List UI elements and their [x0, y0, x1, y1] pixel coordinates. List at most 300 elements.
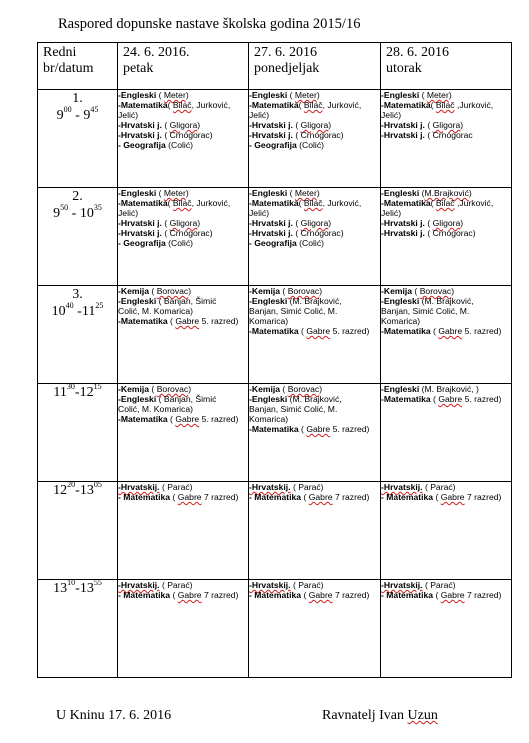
cell-text: (	[298, 326, 307, 336]
cell-text: ( Crnogorac)	[424, 228, 476, 238]
row-label	[38, 188, 118, 286]
time-to-hour: 13	[79, 581, 94, 596]
row-label	[38, 580, 118, 678]
cell-line	[249, 394, 380, 404]
schedule-cell	[249, 286, 381, 384]
subject-name: -Engleski	[381, 188, 420, 198]
teacher-name: Bilač	[172, 198, 192, 208]
cell-text: )	[319, 384, 323, 394]
cell-text: 5. razred)	[330, 424, 370, 434]
subject-name: -Engleski	[118, 394, 157, 404]
subject-name: -Matematika	[381, 100, 431, 110]
teacher-name: Bilač	[435, 100, 455, 110]
row-number: 3.	[72, 287, 83, 302]
cell-text: ( Crnogorac)	[161, 228, 213, 238]
cell-text: (	[167, 316, 176, 326]
cell-text: , Jurković,	[191, 100, 231, 110]
subject-name: -Hrvatski j.	[118, 120, 162, 130]
teacher-name: Gligora	[169, 120, 198, 130]
cell-text: Jelić)	[381, 208, 402, 218]
cell-text: (	[430, 198, 436, 208]
cell-line	[381, 580, 511, 590]
teacher-name: Bilač	[435, 198, 455, 208]
time-from-minute: 50	[60, 203, 69, 213]
subject-name: - Geografija	[249, 238, 297, 248]
cell-line	[249, 580, 380, 590]
cell-line	[118, 188, 248, 198]
teacher-name: Gabre	[438, 394, 463, 404]
row-label	[38, 384, 118, 482]
cell-text: ( Parać)	[159, 482, 193, 492]
subject-name: -Kemija	[118, 384, 150, 394]
subject-name: -Hrvatskij.	[249, 580, 291, 590]
row-label	[38, 286, 118, 384]
signature-surname: Uzun	[407, 708, 438, 723]
cell-line	[118, 120, 248, 130]
cell-line	[249, 198, 380, 208]
cell-text: )	[328, 218, 332, 228]
time-from-hour: 9	[56, 108, 64, 123]
cell-line	[118, 90, 248, 100]
time-to-hour: 13	[79, 483, 94, 498]
cell-text: )	[448, 90, 452, 100]
subject-name: -Hrvatskij.	[118, 482, 160, 492]
cell-text: )	[316, 188, 320, 198]
cell-text: ( Crnogorac)	[292, 228, 344, 238]
subject-name: - Matematika	[249, 492, 302, 502]
cell-text: (	[292, 218, 301, 228]
document-title: Raspored dopunske nastave školska godina 2015/16	[58, 16, 361, 32]
cell-text: (	[292, 120, 301, 130]
time-to-minute: 35	[93, 203, 102, 213]
row-time-range	[38, 482, 117, 499]
schedule-cell	[118, 188, 249, 286]
cell-text: (	[419, 90, 427, 100]
subject-name: -Matematika	[118, 414, 168, 424]
teacher-name: Meter	[163, 90, 186, 100]
row-time-range	[38, 107, 117, 124]
cell-line	[118, 306, 248, 316]
schedule-cell	[118, 580, 249, 678]
cell-line	[249, 120, 380, 130]
schedule-row	[38, 384, 512, 482]
cell-text: Jelić)	[249, 208, 270, 218]
cell-text: 7 razred)	[332, 590, 370, 600]
cell-line	[249, 110, 380, 120]
schedule-cell	[249, 90, 381, 188]
teacher-name: Gabre	[177, 590, 202, 600]
subject-name: -Hrvatski j.	[118, 218, 162, 228]
time-from-hour: 12	[53, 483, 68, 498]
cell-text: Colić, M. Komarica)	[118, 306, 193, 316]
header-day-1-weekday: petak	[123, 61, 154, 76]
time-from-hour: 13	[53, 581, 68, 596]
cell-line	[381, 296, 511, 306]
cell-text: )	[460, 120, 464, 130]
teacher-name: Gabre	[175, 414, 200, 424]
cell-line	[118, 384, 248, 394]
teacher-name: Gabre	[308, 492, 333, 502]
row-time-range	[38, 580, 117, 597]
cell-text: )	[185, 188, 189, 198]
cell-text: ( Parać)	[290, 482, 324, 492]
schedule-table	[37, 42, 512, 678]
cell-text: Komarica)	[249, 414, 289, 424]
teacher-name: Bilač	[172, 100, 192, 110]
subject-name: -Engleski	[381, 296, 420, 306]
cell-text: Jelić)	[118, 110, 139, 120]
subject-name: -Hrvatskij.	[118, 580, 160, 590]
cell-line	[381, 286, 511, 296]
cell-line	[249, 208, 380, 218]
cell-line	[381, 316, 511, 326]
subject-name: -Hrvatskij.	[381, 580, 423, 590]
header-day-2-date: 27. 6. 2016	[254, 45, 317, 60]
cell-text: ( Parać)	[159, 580, 193, 590]
teacher-name: Gabre	[175, 316, 200, 326]
cell-text: 7 razred)	[464, 492, 502, 502]
cell-line	[381, 198, 511, 208]
header-index-line-1: Redni	[43, 45, 77, 60]
teacher-name: Gabre	[308, 590, 333, 600]
teacher-name: Gabre	[438, 326, 463, 336]
cell-text: ( Crnogorac)	[292, 130, 344, 140]
time-to-hour: 12	[79, 385, 94, 400]
cell-text: ( Banjan, Šimić	[156, 394, 217, 404]
schedule-cell	[249, 482, 381, 580]
cell-text: (	[161, 120, 170, 130]
subject-name: -Kemija	[249, 286, 281, 296]
cell-line	[381, 384, 511, 394]
subject-name: -Engleski	[249, 296, 288, 306]
cell-text: ( Banjan, Šimić	[156, 296, 217, 306]
cell-text: Banjan, Simić Colić, M.	[249, 306, 338, 316]
subject-name: -Hrvatski j.	[249, 228, 293, 238]
cell-text: (M. Brajković,	[419, 296, 474, 306]
cell-line	[118, 296, 248, 306]
time-separator: -	[75, 581, 80, 596]
cell-line	[249, 238, 380, 248]
cell-text: Banjan, Simić Colić, M.	[249, 404, 338, 414]
time-to-hour: 10	[79, 206, 94, 221]
time-separator: -	[74, 385, 80, 400]
teacher-name: Gabre	[177, 492, 202, 502]
time-from-minute: 40	[65, 301, 74, 311]
subject-name: -Engleski	[118, 90, 157, 100]
cell-line	[249, 326, 380, 336]
cell-text: , Jurković,	[322, 100, 362, 110]
cell-text: ,Jurković,	[454, 198, 494, 208]
subject-name: -Hrvatski j.	[249, 218, 293, 228]
cell-text: (	[433, 590, 441, 600]
teacher-name: Gabre	[440, 590, 465, 600]
cell-line	[249, 482, 380, 492]
cell-line	[118, 414, 248, 424]
cell-line	[118, 110, 248, 120]
cell-text: (	[167, 414, 176, 424]
cell-text: (	[301, 492, 309, 502]
cell-text: (Colić)	[296, 238, 324, 248]
subject-name: -Matematika	[249, 198, 299, 208]
cell-line	[118, 228, 248, 238]
cell-text: )	[328, 120, 332, 130]
cell-line	[118, 316, 248, 326]
cell-line	[249, 424, 380, 434]
cell-line	[381, 90, 511, 100]
schedule-cell	[249, 384, 381, 482]
cell-line	[118, 404, 248, 414]
cell-text: (	[287, 188, 295, 198]
time-separator: -	[71, 108, 84, 123]
cell-text: (	[412, 286, 420, 296]
teacher-name: Borovac	[287, 286, 320, 296]
cell-text: )	[197, 120, 201, 130]
cell-text: Jelić)	[381, 110, 402, 120]
cell-line	[118, 218, 248, 228]
schedule-body	[38, 90, 512, 678]
subject-name: -Matematika	[118, 316, 168, 326]
cell-text: (	[424, 120, 433, 130]
row-time-range	[38, 303, 117, 320]
teacher-name: M.Brajković	[424, 188, 469, 198]
time-to-minute: 25	[95, 301, 104, 311]
cell-line	[381, 188, 511, 198]
cell-line	[381, 590, 511, 600]
cell-text: Jelić)	[249, 110, 270, 120]
row-number: 1.	[72, 91, 83, 106]
subject-name: -Hrvatski j.	[381, 130, 425, 140]
cell-line	[249, 130, 380, 140]
time-from-hour: 10	[51, 304, 66, 319]
cell-text: (	[424, 218, 433, 228]
cell-text: ( Crnogorac)	[161, 130, 213, 140]
cell-text: (	[430, 326, 439, 336]
subject-name: -Matematika	[249, 100, 299, 110]
cell-text: (M. Brajković, )	[419, 384, 479, 394]
cell-text: (	[301, 590, 309, 600]
cell-text: (	[149, 286, 157, 296]
cell-text: (	[170, 492, 178, 502]
cell-text: ( Crnogorac	[424, 130, 473, 140]
cell-line	[249, 492, 380, 502]
schedule-cell	[249, 188, 381, 286]
time-to-minute: 15	[93, 382, 102, 392]
cell-line	[118, 238, 248, 248]
cell-text: 7 razred)	[201, 492, 239, 502]
cell-text: (	[280, 384, 288, 394]
cell-text: (Colić)	[296, 140, 324, 150]
cell-line	[118, 394, 248, 404]
subject-name: - Geografija	[118, 140, 166, 150]
cell-text: )	[188, 286, 192, 296]
time-to-hour: 11	[81, 304, 96, 319]
cell-line	[118, 580, 248, 590]
header-day-2	[249, 43, 381, 90]
subject-name: - Geografija	[249, 140, 297, 150]
cell-line	[118, 198, 248, 208]
cell-line	[249, 188, 380, 198]
cell-line	[381, 492, 511, 502]
time-separator: -	[68, 206, 80, 221]
cell-line	[118, 130, 248, 140]
subject-name: -Engleski	[118, 296, 157, 306]
cell-text: Colić, M. Komarica)	[118, 404, 193, 414]
cell-line	[118, 286, 248, 296]
subject-name: -Matematika	[249, 424, 299, 434]
subject-name: -Hrvatski j.	[381, 218, 425, 228]
cell-text: (	[167, 198, 173, 208]
cell-line	[381, 100, 511, 110]
cell-text: (	[419, 188, 425, 198]
teacher-name: Bilač	[303, 100, 323, 110]
time-from-minute: 20	[67, 480, 76, 490]
cell-text: (	[433, 492, 441, 502]
cell-text: , Jurković,	[191, 198, 231, 208]
cell-text: (	[170, 590, 178, 600]
subject-name: -Engleski	[249, 188, 288, 198]
subject-name: - Matematika	[381, 590, 434, 600]
subject-name: -Hrvatskij.	[249, 482, 291, 492]
cell-text: (Colić)	[165, 238, 193, 248]
subject-name: - Matematika	[249, 590, 302, 600]
cell-text: )	[185, 90, 189, 100]
time-to-hour: 9	[83, 108, 91, 123]
cell-text: (	[156, 188, 164, 198]
schedule-cell	[118, 286, 249, 384]
cell-line	[118, 208, 248, 218]
cell-line	[381, 228, 511, 238]
subject-name: -Hrvatski j.	[118, 228, 162, 238]
schedule-row	[38, 188, 512, 286]
cell-text: )	[319, 286, 323, 296]
cell-text: 7 razred)	[332, 492, 370, 502]
header-day-1	[118, 43, 249, 90]
teacher-name: Bilač	[303, 198, 323, 208]
schedule-cell	[381, 188, 512, 286]
teacher-name: Gligora	[300, 120, 329, 130]
cell-line	[118, 590, 248, 600]
subject-name: -Matematika	[381, 198, 431, 208]
cell-line	[381, 394, 511, 404]
cell-line	[249, 100, 380, 110]
schedule-cell	[118, 384, 249, 482]
cell-text: (	[298, 198, 304, 208]
subject-name: -Matematika	[118, 100, 168, 110]
cell-line	[249, 140, 380, 150]
subject-name: -Matematika	[381, 326, 431, 336]
cell-line	[381, 306, 511, 316]
cell-text: (M. Brajković,	[287, 296, 342, 306]
cell-text: )	[316, 90, 320, 100]
cell-text: )	[460, 218, 464, 228]
cell-text: (	[287, 90, 295, 100]
row-label	[38, 90, 118, 188]
cell-line	[381, 120, 511, 130]
teacher-name: Gligora	[432, 120, 461, 130]
subject-name: -Matematika	[118, 198, 168, 208]
cell-line	[249, 286, 380, 296]
teacher-name: Gabre	[306, 326, 331, 336]
cell-line	[381, 326, 511, 336]
schedule-row	[38, 286, 512, 384]
cell-text: (	[280, 286, 288, 296]
cell-line	[118, 100, 248, 110]
time-from-minute: 30	[66, 382, 75, 392]
cell-line	[249, 218, 380, 228]
cell-text: 5. razred)	[462, 326, 502, 336]
time-to-minute: 45	[90, 105, 99, 115]
teacher-name: Borovac	[419, 286, 452, 296]
teacher-name: Gligora	[169, 218, 198, 228]
cell-text: (	[298, 100, 304, 110]
cell-text: )	[197, 218, 201, 228]
teacher-name: Borovac	[156, 384, 189, 394]
teacher-name: Borovac	[287, 384, 320, 394]
row-time-range	[38, 384, 117, 401]
cell-text: (	[430, 100, 436, 110]
teacher-name: Borovac	[156, 286, 189, 296]
time-from-hour: 11	[53, 385, 67, 400]
cell-text: 5. razred)	[462, 394, 502, 404]
cell-line	[249, 414, 380, 424]
subject-name: -Kemija	[381, 286, 413, 296]
subject-name: -Hrvatski j.	[249, 120, 293, 130]
time-separator: -	[73, 304, 82, 319]
cell-line	[381, 110, 511, 120]
time-from-hour: 9	[53, 206, 61, 221]
header-day-1-date: 24. 6. 2016.	[123, 45, 190, 60]
time-to-minute: 05	[93, 480, 102, 490]
header-index-line-2: br/datum	[43, 61, 94, 76]
cell-text: , Jurković,	[322, 198, 362, 208]
place-and-date: U Kninu 17. 6. 2016	[56, 708, 172, 723]
cell-text: ,Jurković,	[454, 100, 494, 110]
subject-name: -Hrvatski j.	[381, 120, 425, 130]
schedule-cell	[118, 482, 249, 580]
subject-name: -Engleski	[249, 90, 288, 100]
time-separator: -	[75, 483, 80, 498]
cell-text: Komarica)	[249, 316, 289, 326]
cell-text: Komarica)	[381, 316, 421, 326]
cell-text: ( Parać)	[422, 482, 456, 492]
subject-name: - Matematika	[118, 492, 171, 502]
cell-text: )	[188, 384, 192, 394]
teacher-name: Gligora	[432, 218, 461, 228]
subject-name: -Engleski	[381, 384, 420, 394]
subject-name: -Hrvatski j.	[381, 228, 425, 238]
subject-name: -Kemija	[118, 286, 150, 296]
cell-text: (	[156, 90, 164, 100]
cell-line	[249, 316, 380, 326]
schedule-row	[38, 482, 512, 580]
teacher-name: Meter	[426, 90, 449, 100]
subject-name: - Matematika	[381, 492, 434, 502]
teacher-name: Meter	[163, 188, 186, 198]
subject-name: -Engleski	[381, 90, 420, 100]
cell-text: (	[167, 100, 173, 110]
schedule-row	[38, 90, 512, 188]
schedule-cell	[381, 384, 512, 482]
subject-name: -Hrvatski j.	[118, 130, 162, 140]
teacher-name: Gligora	[300, 218, 329, 228]
header-index-column	[38, 43, 118, 90]
time-from-minute: 00	[63, 105, 72, 115]
header-row	[38, 43, 512, 90]
header-day-3-date: 28. 6. 2016	[386, 45, 449, 60]
cell-text: (M. Brajković,	[287, 394, 342, 404]
subject-name: -Matematika	[381, 394, 431, 404]
cell-text: ( Parać)	[422, 580, 456, 590]
